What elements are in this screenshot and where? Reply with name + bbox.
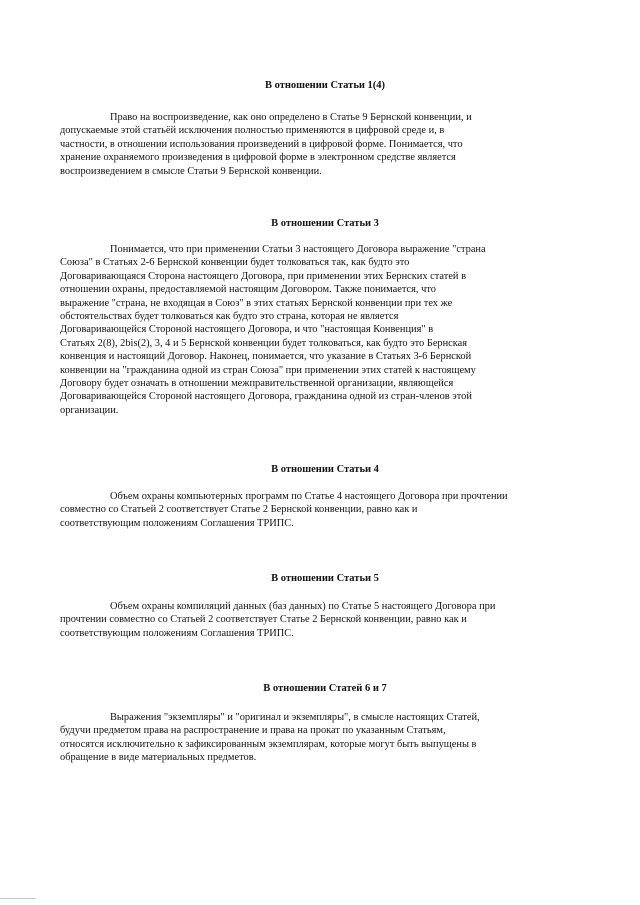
paragraph-line: будучи предметом права на распространение и права на прокат по указанным Статьям, xyxy=(60,725,446,737)
paragraph-line: отношении охраны, предоставляемой настоящим Договором. Также понимается, что xyxy=(60,284,436,296)
paragraph-line: относятся исключительно к зафиксированным экземплярам, которые могут быть выпущены в xyxy=(60,738,477,750)
section-heading-article-5: В отношении Статьи 5 xyxy=(271,573,379,584)
paragraph-line: Договору будет означать в отношении межправительственной организации, являющейся xyxy=(60,378,454,390)
paragraph-line: воспроизведением в смысле Статьи 9 Бернской конвенции. xyxy=(60,165,322,177)
section-heading-article-1-4: В отношении Статьи 1(4) xyxy=(264,80,386,91)
section-heading-article-3: В отношении Статьи 3 xyxy=(271,218,379,229)
paragraph-line: соответствующим положениям Соглашения ТРИПС. xyxy=(60,627,294,639)
section-paragraph-article-1-4 xyxy=(60,111,590,178)
paragraph-line: Статьях 2(8), 2bis(2), 3, 4 и 5 Бернской конвенции будет толковаться, как будто это Бернская xyxy=(60,337,468,349)
paragraph-line: выражение "страна, не входящая в Союз" в этих статьях Бернской конвенции при тех же xyxy=(60,297,453,309)
paragraph-line: конвенция и настоящий Договор. Наконец, понимается, что указание в Статьях 3-6 Бернской xyxy=(60,351,472,363)
paragraph-line: организации. xyxy=(60,404,119,416)
paragraph-line: соответствующим положениям Соглашения ТРИПС. xyxy=(60,517,294,529)
section-paragraph-article-5 xyxy=(60,600,590,640)
paragraph-line: совместно со Статьей 2 соответствует Статье 2 Бернской конвенции, равно как и xyxy=(60,504,418,516)
paragraph-line: Понимается, что при применении Статьи 3 настоящего Договора выражение "страна xyxy=(110,244,486,255)
paragraph-line: Договаривающаяся Сторона настоящего Договора, при применении этих Бернских статей в xyxy=(60,270,466,282)
scan-artifact-line xyxy=(0,898,36,899)
paragraph-line: конвенции на "гражданина одной из стран Союза" при применении этих статей к настоящему xyxy=(60,364,476,376)
section-heading-articles-6-7: В отношении Статей 6 и 7 xyxy=(263,683,387,694)
paragraph-line: Выражения "экземпляры" и "оригинал и экземпляры", в смысле настоящих Статей, xyxy=(110,712,480,723)
paragraph-line: частности, в отношении использования произведений в цифровой форме. Понимается, что xyxy=(60,138,463,150)
paragraph-line: Право на воспроизведение, как оно определено в Статье 9 Бернской конвенции, и xyxy=(110,112,472,123)
paragraph-line: Объем охраны компьютерных программ по Статье 4 настоящего Договора при прочтении xyxy=(110,491,508,502)
section-paragraph-articles-6-7 xyxy=(60,711,590,765)
paragraph-line: Объем охраны компиляций данных (баз данных) по Статье 5 настоящего Договора при xyxy=(110,601,496,612)
paragraph-line: хранение охраняемого произведения в цифровой форме в электронном средстве является xyxy=(60,152,456,164)
section-heading-article-4: В отношении Статьи 4 xyxy=(271,464,379,475)
paragraph-line: Договаривающейся Стороной настоящего Договора, гражданина одной из стран-членов этой xyxy=(60,391,472,403)
paragraph-line: обстоятельствах будет толковаться как будто это страна, которая не является xyxy=(60,311,399,323)
paragraph-line: Союза" в Статьях 2-6 Бернской конвенции будет толковаться так, как будто это xyxy=(60,257,410,269)
paragraph-line: допускаемые этой статьёй исключения полностью применяются в цифровой среде и, в xyxy=(60,125,445,137)
paragraph-line: Договаривающейся Стороной настоящего Договора, и что "настоящая Конвенция" в xyxy=(60,324,434,336)
section-paragraph-article-3 xyxy=(60,243,590,417)
paragraph-line: прочтении совместно со Статьей 2 соответствует Статье 2 Бернской конвенции, равно как и xyxy=(60,614,467,626)
section-paragraph-article-4 xyxy=(60,490,590,530)
paragraph-line: обращение в виде материальных предметов. xyxy=(60,752,257,764)
